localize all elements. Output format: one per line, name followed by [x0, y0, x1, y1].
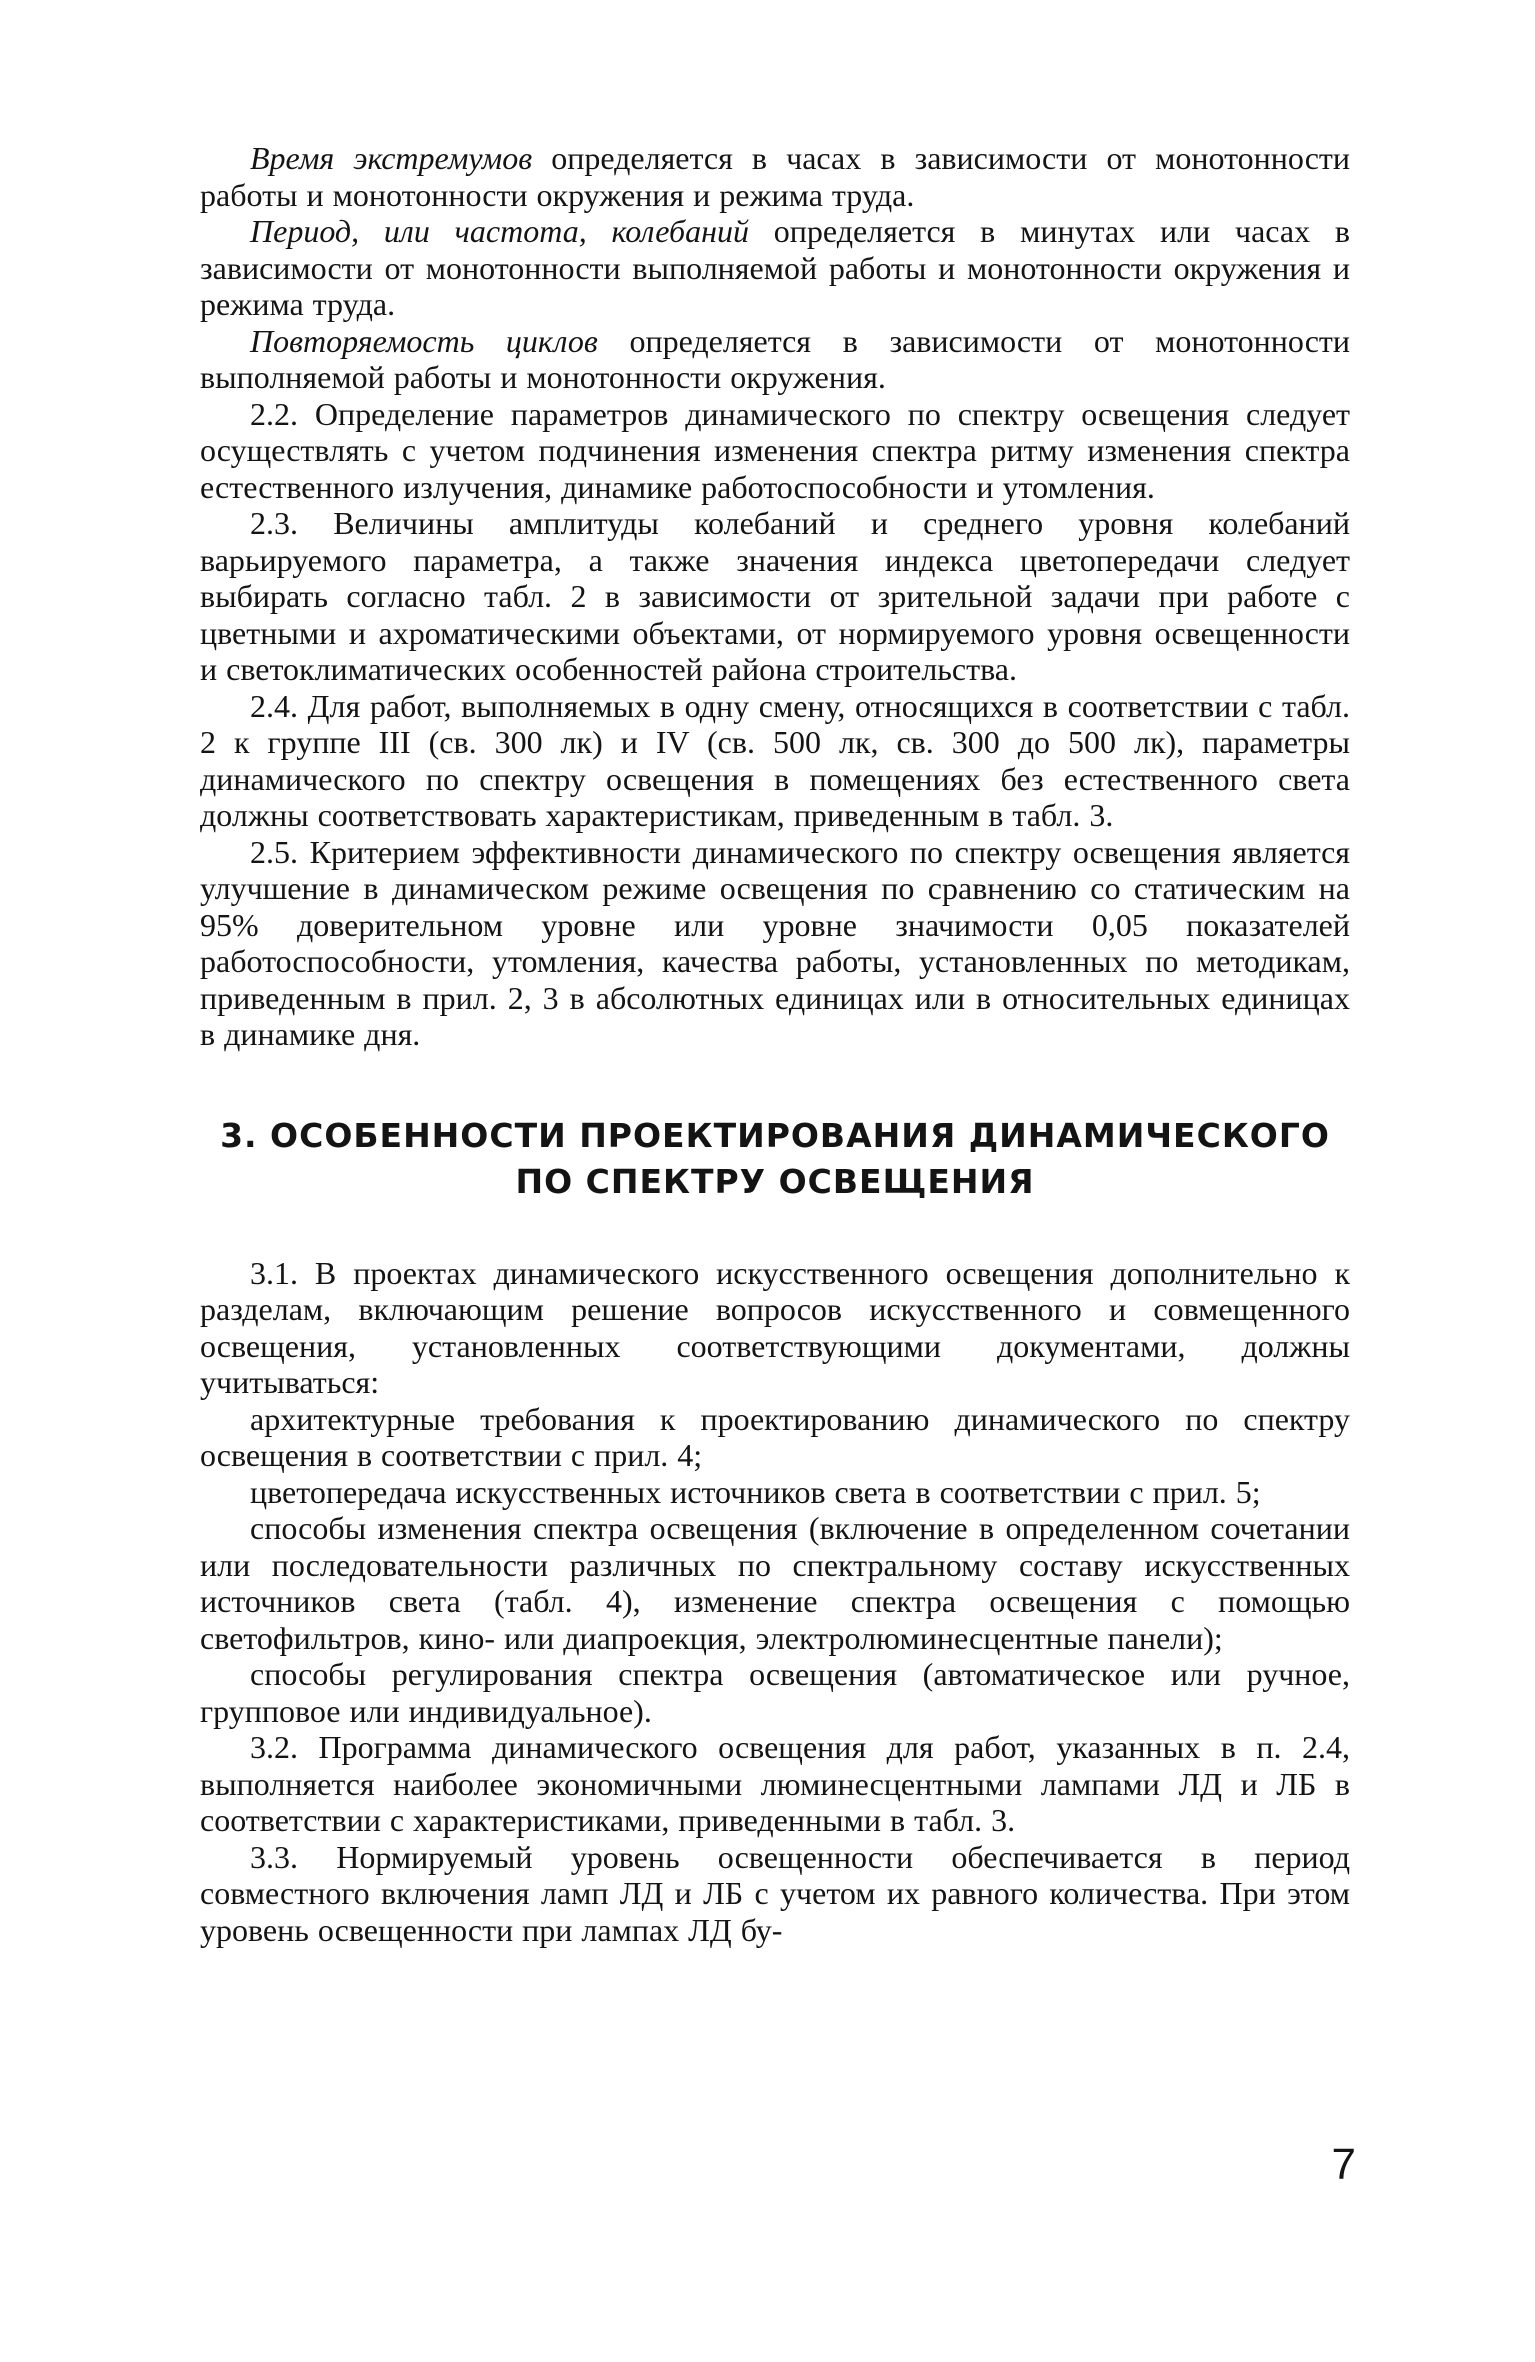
term-cycle-repeatability: Повторяемость циклов: [250, 322, 598, 359]
term-extremum-time: Время экстремумов: [250, 140, 533, 176]
text-extremum-time: определяется в часах в зависимости от монотонности работы и монотонности окружения и режима труда.: [200, 140, 1351, 213]
page-number: 7: [1331, 2140, 1356, 2189]
paragraph-2-3: 2.3. Величины амплитуды колебаний и среднего уровня колебаний варьируемого параметра, а также значения индекса цветопередачи следует выбирать согласно табл. 2 в зависимости от зрительной задачи при работе с цветными и ахроматическими объектами, от нормируемого уровня освещенности и светоклиматических особенностей района строительства.: [200, 505, 1350, 687]
paragraph-2-4: 2.4. Для работ, выполняемых в одну смену, относящихся в соответствии с табл. 2 к группе III (св. 300 лк) и IV (св. 500 лк, св. 300 до 500 лк), параметры динамического по спектру освещения в помещениях без естественного света должны соответствовать характеристикам, приведенным в табл. 3.: [200, 687, 1350, 833]
list-item-architectural-requirements: архитектурные требования к проектированию динамического по спектру освещения в соответствии с прил. 4;: [200, 1400, 1350, 1473]
paragraph-oscillation-period: [200, 213, 1350, 323]
text-cycle-repeatability: определяется в зависимости от монотонности выполняемой работы и монотонности окружения.: [200, 322, 1351, 395]
paragraph-3-1: 3.1. В проектах динамического искусственного освещения дополнительно к разделам, включающим решение вопросов искусственного и совмещенного освещения, установленных соответствующими документами, должны учитываться:: [200, 1254, 1350, 1400]
text-column: [200, 140, 1350, 1948]
paragraph-cycle-repeatability: [200, 323, 1350, 396]
paragraph-2-2: 2.2. Определение параметров динамического по спектру освещения следует осуществлять с учетом подчинения изменения спектра ритму изменения спектра естественного излучения, динамике работоспособности и утомления.: [200, 395, 1350, 505]
paragraph-2-5: 2.5. Критерием эффективности динамического по спектру освещения является улучшение в динамическом режиме освещения по сравнению со статическим на 95% доверительном уровне или уровне значимости 0,05 показателей работоспособности, утомления, качества работы, установленных по методикам, приведенным в прил. 2, 3 в абсолютных единицах или в относительных единицах в динамике дня.: [200, 833, 1350, 1052]
section-3-heading-line-2: ПО СПЕКТРУ ОСВЕЩЕНИЯ: [515, 1161, 1035, 1201]
paragraph-3-3: 3.3. Нормируемый уровень освещенности обеспечивается в период совместного включения ламп ЛД и ЛБ с учетом их равного количества. При этом уровень освещенности при лампах ЛД бу-: [200, 1838, 1350, 1948]
text-oscillation-period: определяется в минутах или часах в зависимости от монотонности выполняемой работы и монотонности окружения и режима труда.: [200, 213, 1351, 322]
list-item-spectrum-change-methods: способы изменения спектра освещения (включение в определенном сочетании или последовательности различных по спектральному составу искусственных источников света (табл. 4), изменение спектра освещения с помощью светофильтров, кино- или диапроекция, электролюминесцентные панели);: [200, 1510, 1350, 1656]
paragraph-3-2: 3.2. Программа динамического освещения для работ, указанных в п. 2.4, выполняется наиболее экономичными люминесцентными лампами ЛД и ЛБ в соответствии с характеристиками, приведенными в табл. 3.: [200, 1729, 1350, 1838]
term-oscillation-period: Период, или частота, колебаний: [250, 213, 749, 249]
section-3-heading-line-1: 3. ОСОБЕННОСТИ ПРОЕКТИРОВАНИЯ ДИНАМИЧЕСКОГО: [220, 1115, 1330, 1155]
paragraph-extremum-time: [200, 140, 1350, 213]
section-3-heading: [200, 1113, 1350, 1205]
list-item-spectrum-control-methods: способы регулирования спектра освещения (автоматическое или ручное, групповое или индивидуальное).: [200, 1656, 1350, 1729]
list-item-color-rendering: цветопередача искусственных источников света в соответствии с прил. 5;: [250, 1473, 1261, 1510]
